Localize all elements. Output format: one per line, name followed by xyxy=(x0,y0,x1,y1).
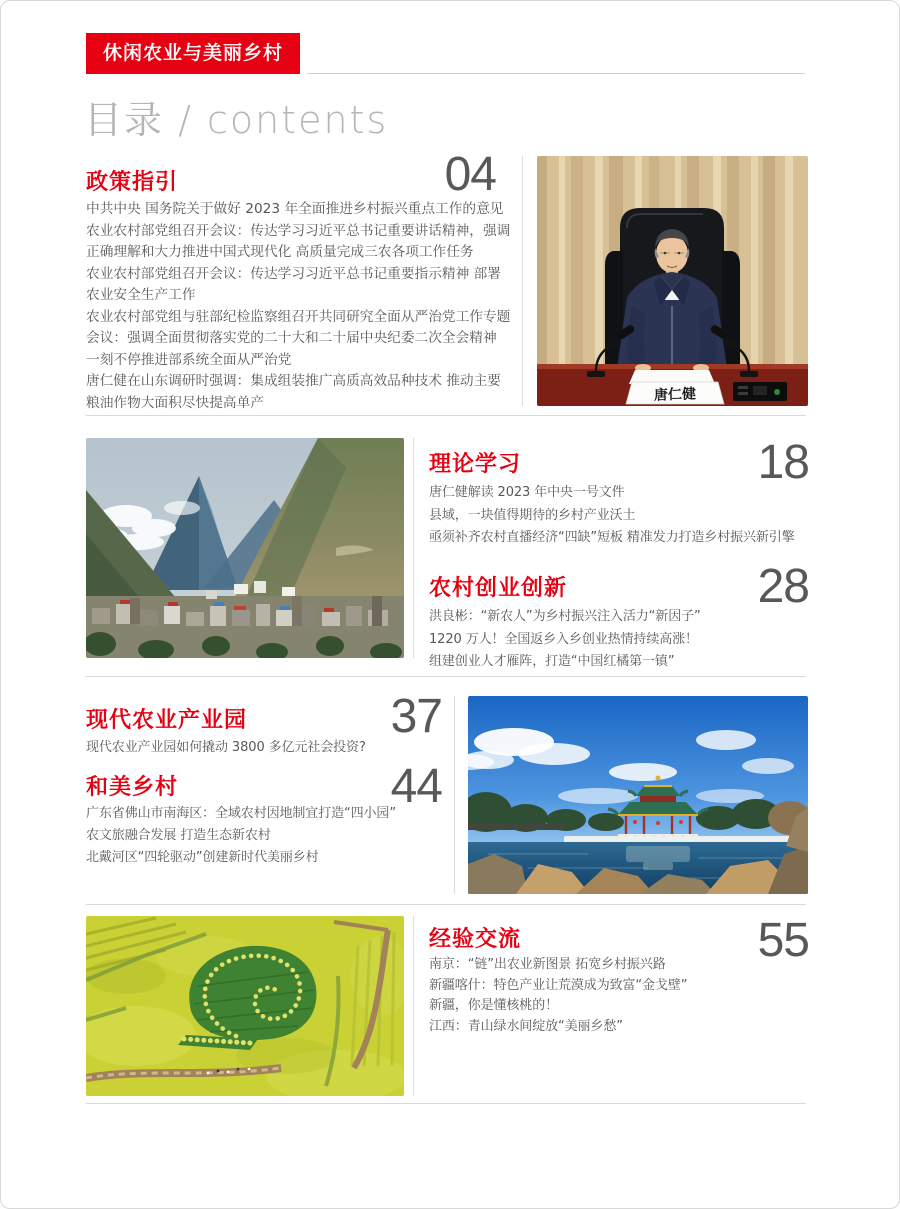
article-list-theory xyxy=(429,482,809,550)
article-title: 新疆喀什：特色产业让荒漠成为致富“金戈壁” xyxy=(429,977,688,993)
article-title: 北戴河区“四轮驱动”创建新时代美丽乡村 xyxy=(86,850,319,865)
page-number-theory: 18 xyxy=(757,436,809,489)
divider xyxy=(86,1103,806,1104)
article-title: 1220 万人！全国返乡入乡创业热情持续高涨！ xyxy=(429,631,698,647)
article-title: 农业农村部党组召开会议：传达学习习近平总书记重要指示精神 部署农业安全生产工作 xyxy=(86,265,501,303)
article-title: 江西：青山绿水间绽放“美丽乡愁” xyxy=(429,1018,623,1034)
article-title: 新疆，你是懂核桃的！ xyxy=(429,998,559,1013)
article-title: 广东省佛山市南海区：全域农村因地制宜打造“四小园” xyxy=(86,806,396,821)
divider xyxy=(86,676,806,677)
section-title-agripark: 现代农业产业园 xyxy=(86,708,248,733)
agripark-village-column xyxy=(86,690,442,894)
section-agripark-and-village xyxy=(86,690,808,894)
article-title: 农业农村部党组召开会议：传达学习习近平总书记重要讲话精神，强调正确理解和大力推进中国式现代化 高质量完成三农各项工作任务 xyxy=(86,222,511,260)
divider xyxy=(522,156,523,406)
page-number-hemei-village: 44 xyxy=(390,760,442,813)
divider xyxy=(86,415,806,416)
section-title-theory: 理论学习 xyxy=(429,452,522,477)
rapeseed-field-aerial-photo xyxy=(86,916,404,1096)
page-number-agripark: 37 xyxy=(390,690,442,743)
page-number-rural-startup: 28 xyxy=(757,560,809,613)
divider xyxy=(454,696,455,894)
section-title-hemei-village: 和美乡村 xyxy=(86,775,179,800)
section-title-rural-startup: 农村创业创新 xyxy=(429,576,568,601)
header-rule xyxy=(307,73,805,74)
magazine-title-badge: 休闲农业与美丽乡村 xyxy=(86,33,300,74)
section-policy-guidance xyxy=(86,148,808,415)
nameplate-text: 唐仁健 xyxy=(653,386,697,404)
article-title: 唐仁健在山东调研时强调：集成组装推广高质高效品种技术 推动主要粮油作物大面积尽快提高单产 xyxy=(86,373,501,411)
article-title: 现代农业产业园如何撬动 3800 多亿元社会投资? xyxy=(86,740,366,755)
divider xyxy=(413,438,414,658)
divider xyxy=(413,916,414,1096)
divider xyxy=(86,904,806,905)
section-title-experience: 经验交流 xyxy=(429,927,522,952)
article-title: 县域，一块值得期待的乡村产业沃土 xyxy=(429,507,636,523)
article-title: 亟须补齐农村直播经济“四缺”短板 精准发力打造乡村振兴新引擎 xyxy=(429,530,795,545)
page-number-experience: 55 xyxy=(757,914,809,967)
article-title: 南京：“链”出农业新图景 拓宽乡村振兴路 xyxy=(429,957,666,972)
article-title: 中共中央 国务院关于做好 2023 年全面推进乡村振兴重点工作的意见 xyxy=(86,201,504,217)
article-list-rural-startup xyxy=(429,606,809,674)
article-title: 农文旅融合发展 打造生态新农村 xyxy=(86,828,271,843)
article-list-hemei-village xyxy=(86,803,442,869)
toc-title: 目录 / contents xyxy=(84,98,389,142)
article-title: 唐仁健解读 2023 年中央一号文件 xyxy=(429,485,625,500)
section-title-policy: 政策指引 xyxy=(86,170,179,195)
page-number-policy: 04 xyxy=(444,148,496,201)
article-title: 农业农村部党组与驻部纪检监察组召开共同研究全面从严治党工作专题会议：强调全面贯彻落实党的二十大和二十届中央纪委二次全会精神 一刻不停推进部系统全面从严治党 xyxy=(86,308,511,368)
article-title: 组建创业人才雁阵，打造“中国红橘第一镇” xyxy=(429,654,675,669)
theory-startup-column xyxy=(429,438,809,676)
experience-column xyxy=(429,916,809,1096)
minister-speaking-photo xyxy=(537,156,808,406)
article-list-experience xyxy=(429,955,809,1037)
section-theory-and-startup xyxy=(86,438,808,676)
article-list-agripark xyxy=(86,737,442,759)
article-list-policy xyxy=(86,199,514,414)
section-experience-exchange xyxy=(86,916,808,1096)
lake-pavilion-photo xyxy=(468,696,808,894)
mountain-valley-village-photo xyxy=(86,438,404,658)
article-title: 洪良彬：“新农人”为乡村振兴注入活力“新因子” xyxy=(429,609,701,624)
